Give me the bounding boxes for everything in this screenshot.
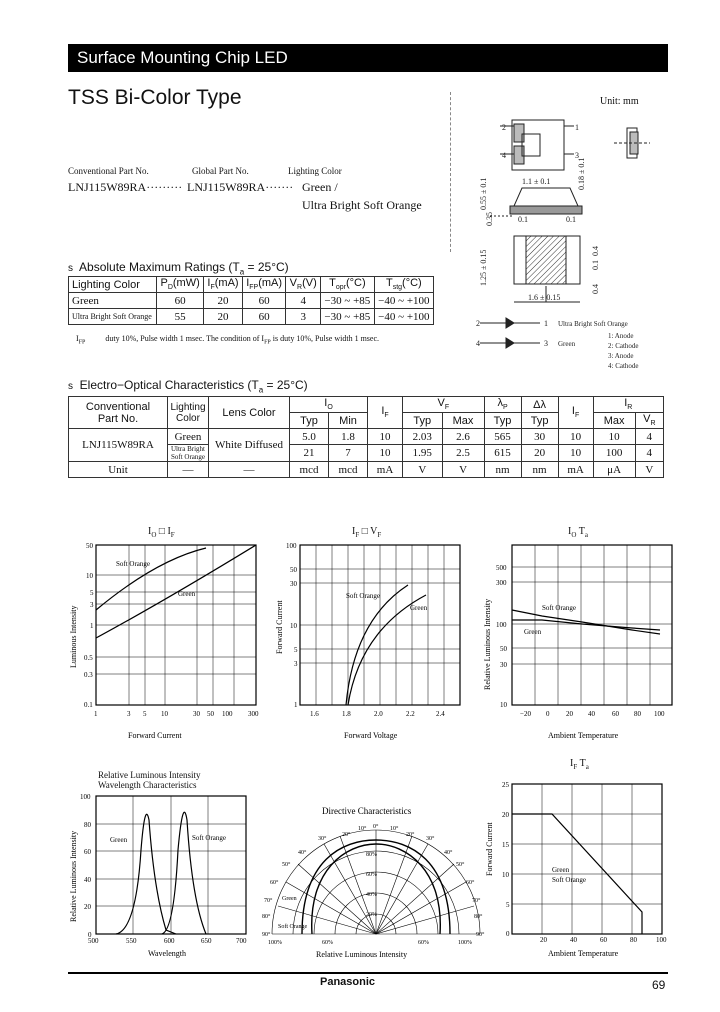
svg-text:25: 25 [502, 781, 509, 789]
section-banner: Surface Mounting Chip LED [68, 44, 668, 72]
svg-text:0.1: 0.1 [591, 260, 600, 270]
svg-text:Forward Current: Forward Current [485, 822, 494, 876]
svg-text:100: 100 [496, 621, 507, 629]
svg-text:1: Anode: 1: Anode [608, 332, 634, 340]
part-color-1: Green / [302, 180, 338, 194]
svg-text:Green: Green [282, 896, 297, 902]
abs-max-title: s Absolute Maximum Ratings $(T_a = 25^\circ C)$ [68, 260, 289, 277]
svg-text:1: 1 [544, 319, 548, 328]
svg-text:0: 0 [546, 710, 550, 718]
svg-text:2.2: 2.2 [406, 710, 415, 718]
svg-text:100: 100 [654, 710, 665, 718]
svg-text:50°: 50° [456, 862, 465, 868]
svg-text:20°: 20° [342, 832, 351, 838]
svg-text:0.55 ± 0.1: 0.55 ± 0.1 [479, 177, 488, 210]
svg-text:100%: 100% [458, 940, 472, 946]
svg-text:1.6: 1.6 [310, 710, 319, 718]
svg-text:0.4: 0.4 [591, 284, 600, 294]
svg-text:600: 600 [164, 937, 175, 945]
svg-text:Relative Luminous Intensity: Relative Luminous Intensity [316, 950, 408, 959]
svg-text:Ultra Bright Soft Orange: Ultra Bright Soft Orange [558, 320, 628, 328]
svg-text:Luminous Intensity: Luminous Intensity [69, 605, 78, 668]
svg-text:Green: Green [552, 866, 570, 874]
svg-text:0.35: 0.35 [485, 212, 494, 226]
svg-text:30°: 30° [426, 836, 435, 842]
brand-logo: Panasonic [320, 976, 376, 988]
svg-text:Soft Orange: Soft Orange [542, 604, 577, 612]
svg-text:100%: 100% [268, 940, 282, 946]
svg-text:40°: 40° [444, 850, 453, 856]
svg-text:100: 100 [286, 542, 297, 550]
svg-text:Wavelength: Wavelength [148, 949, 187, 958]
svg-text:60: 60 [600, 936, 607, 944]
svg-text:Soft Orange: Soft Orange [278, 924, 308, 930]
svg-text:Forward Current: Forward Current [275, 600, 284, 654]
ratings-row: Green 60 20 60 4 −30 ~ +85 −40 ~ +100 [69, 293, 434, 309]
svg-text:3: 3 [544, 339, 548, 348]
chart4-title: Relative Luminous Intensity Wavelength Characteristics [98, 770, 201, 790]
svg-text:500: 500 [88, 937, 99, 945]
chart2 [270, 540, 470, 745]
chart6-title: $I_F$ $T_a$ [570, 758, 589, 771]
unit-label: Unit: mm [600, 96, 639, 107]
part-color-2: Ultra Bright Soft Orange [302, 198, 422, 212]
svg-text:40: 40 [84, 876, 91, 884]
svg-text:30: 30 [193, 710, 200, 718]
svg-text:1.1 ± 0.1: 1.1 ± 0.1 [522, 177, 551, 186]
chart1 [66, 540, 266, 745]
svg-text:Ambient Temperature: Ambient Temperature [548, 731, 619, 740]
svg-text:20: 20 [540, 936, 547, 944]
ratings-footnote: $I_{FP}$ duty 10%, Pulse width 1 msec. The condition of $I_{FP}$ is duty 10%, Pulse width 1 msec. [76, 334, 379, 346]
part-header-color: Lighting Color [288, 166, 342, 176]
svg-text:0.18 ± 0.1: 0.18 ± 0.1 [577, 157, 586, 190]
svg-text:650: 650 [201, 937, 212, 945]
svg-text:20°: 20° [406, 832, 415, 838]
svg-text:3: 3 [90, 601, 94, 609]
chart2-title: $I_F$ □ $V_F$ [352, 526, 382, 539]
svg-text:Ambient Temperature: Ambient Temperature [548, 949, 619, 958]
svg-text:80°: 80° [262, 914, 271, 920]
eo-unit-row: Unit — — mcd mcd mA V V nm nm mA μA V [69, 462, 664, 478]
svg-text:5: 5 [506, 901, 510, 909]
svg-text:550: 550 [126, 937, 137, 945]
pin-2: 2 [502, 123, 506, 132]
svg-text:Soft Orange: Soft Orange [552, 876, 587, 884]
pin-4: 4 [502, 151, 506, 160]
eo-row: Ultra Bright Soft Orange 21 7 10 1.95 2.5 615 20 10 100 4 [69, 445, 664, 462]
svg-text:0.1: 0.1 [566, 215, 576, 224]
svg-text:3: 3 [127, 710, 131, 718]
svg-text:0.3: 0.3 [84, 671, 93, 679]
svg-text:Forward Current: Forward Current [128, 731, 182, 740]
eo-table: Conventional Part No. Lighting Color Lens Color $I_O$ $I_F$ $V_F$ $\lambda_P$ Δλ $I_F$ $I_R$ Typ Min Typ Max Typ Typ Max $V_R$ LNJ115W89RA Green White Diffused 5.0 1.8 10 2.03 2.6 565 30 10 10 4 Ultra Bright Soft Orange 21 7 10 1.95 2.5 615 20 10 100 4 Unit — — mcd mcd mA V V nm nm mA μA V [68, 396, 664, 478]
svg-text:−20: −20 [520, 710, 531, 718]
svg-text:80°: 80° [474, 914, 483, 920]
chart3-title: $I_O$ $T_a$ [568, 526, 588, 539]
chart1-title: $I_O$ □ $I_F$ [148, 526, 175, 539]
svg-text:2.0: 2.0 [374, 710, 383, 718]
svg-text:10: 10 [86, 572, 93, 580]
svg-text:40°: 40° [298, 850, 307, 856]
svg-text:50°: 50° [282, 862, 291, 868]
chart4 [66, 790, 266, 960]
svg-text:10°: 10° [390, 826, 399, 832]
svg-text:Soft Orange: Soft Orange [192, 834, 227, 842]
ratings-row: Ultra Bright Soft Orange 55 20 60 3 −30 ~ +85 −40 ~ +100 [69, 309, 434, 325]
svg-text:100: 100 [80, 793, 91, 801]
svg-text:Relative Luminous Intensity: Relative Luminous Intensity [69, 830, 78, 922]
page-title: TSS Bi-Color Type [68, 86, 242, 109]
package-drawing [470, 110, 670, 375]
page-number: 69 [652, 978, 666, 992]
svg-text:10: 10 [500, 701, 507, 709]
svg-text:4: Cathode: 4: Cathode [608, 362, 639, 370]
svg-text:20%: 20% [366, 912, 377, 918]
svg-text:10°: 10° [358, 826, 367, 832]
svg-text:30: 30 [500, 661, 507, 669]
svg-text:1.25 ± 0.15: 1.25 ± 0.15 [479, 249, 488, 286]
svg-text:0.1: 0.1 [518, 215, 528, 224]
svg-text:700: 700 [236, 937, 247, 945]
svg-text:1: 1 [294, 701, 298, 709]
svg-text:40: 40 [570, 936, 577, 944]
svg-text:Soft Orange: Soft Orange [116, 560, 151, 568]
svg-text:4: 4 [476, 339, 480, 348]
svg-text:30°: 30° [318, 836, 327, 842]
svg-text:60°: 60° [270, 880, 279, 886]
svg-text:60: 60 [612, 710, 619, 718]
svg-text:15: 15 [502, 841, 509, 849]
svg-text:1: 1 [94, 710, 98, 718]
svg-text:80: 80 [634, 710, 641, 718]
svg-text:10: 10 [502, 871, 509, 879]
svg-text:Forward Voltage: Forward Voltage [344, 731, 398, 740]
chart5 [262, 800, 492, 965]
footer-rule [68, 972, 668, 974]
svg-text:50: 50 [290, 566, 297, 574]
svg-text:Green: Green [410, 604, 428, 612]
svg-text:500: 500 [496, 564, 507, 572]
svg-text:2: Cathode: 2: Cathode [608, 342, 639, 350]
svg-text:0: 0 [506, 930, 510, 938]
svg-text:Soft Orange: Soft Orange [346, 592, 381, 600]
svg-text:60%: 60% [366, 872, 377, 878]
eo-row: LNJ115W89RA Green White Diffused 5.0 1.8 10 2.03 2.6 565 30 10 10 4 [69, 429, 664, 445]
svg-text:0.1: 0.1 [84, 701, 93, 709]
pin-1: 1 [575, 123, 579, 132]
svg-text:20: 20 [566, 710, 573, 718]
svg-text:100: 100 [222, 710, 233, 718]
svg-text:0°: 0° [373, 824, 379, 830]
svg-text:5: 5 [294, 646, 298, 654]
ratings-table: Lighting Color $P_D(mW)$ $I_F(mA)$ $I_{FP}(mA)$ $V_R(V)$ $T_{opr}(^\circ C)$ $T_{stg}(^\circ C)$ Green 60 20 60 4 −30 ~ +85 −40 ~ +100 Ultra Bright Soft Orange 55 20 60 3 −30 ~ +85 −40 ~ +100 [68, 276, 434, 325]
part-global: LNJ115W89RA······· [187, 180, 294, 194]
svg-text:100: 100 [656, 936, 667, 944]
svg-text:60°: 60° [466, 880, 475, 886]
svg-text:10: 10 [161, 710, 168, 718]
svg-text:80%: 80% [366, 852, 377, 858]
divider [450, 92, 451, 252]
svg-text:2.4: 2.4 [436, 710, 445, 718]
svg-text:1.8: 1.8 [342, 710, 351, 718]
svg-text:90°: 90° [262, 932, 271, 938]
svg-text:70°: 70° [472, 898, 481, 904]
svg-text:40%: 40% [366, 892, 377, 898]
svg-text:1: 1 [90, 622, 94, 630]
svg-text:40: 40 [588, 710, 595, 718]
svg-text:80: 80 [630, 936, 637, 944]
part-header-conv: Conventional Part No. [68, 166, 149, 176]
svg-text:20: 20 [502, 811, 509, 819]
svg-text:90°: 90° [476, 932, 485, 938]
svg-text:20: 20 [84, 903, 91, 911]
svg-text:80: 80 [84, 821, 91, 829]
svg-text:Green: Green [524, 628, 542, 636]
svg-text:5: 5 [143, 710, 147, 718]
chart3 [482, 540, 682, 745]
svg-text:60%: 60% [322, 940, 333, 946]
svg-text:1.6 ± 0.15: 1.6 ± 0.15 [528, 293, 561, 302]
svg-text:Green: Green [178, 590, 196, 598]
eo-title: s Electro−Optical Characteristics $(T_a = 25^\circ C)$ [68, 378, 308, 395]
svg-text:5: 5 [90, 589, 94, 597]
svg-text:70°: 70° [264, 898, 273, 904]
svg-text:2: 2 [476, 319, 480, 328]
svg-text:Green: Green [110, 836, 128, 844]
svg-text:Directive Characteristics: Directive Characteristics [322, 806, 412, 816]
svg-text:300: 300 [248, 710, 259, 718]
svg-text:50: 50 [207, 710, 214, 718]
svg-text:300: 300 [496, 579, 507, 587]
svg-text:Green: Green [558, 340, 576, 348]
svg-text:3: Anode: 3: Anode [608, 352, 634, 360]
svg-text:3: 3 [294, 660, 298, 668]
part-header-global: Global Part No. [192, 166, 249, 176]
svg-text:0: 0 [88, 931, 92, 939]
svg-text:0.5: 0.5 [84, 654, 93, 662]
svg-text:50: 50 [86, 542, 93, 550]
svg-text:50: 50 [500, 645, 507, 653]
chart6 [482, 776, 682, 961]
pin-3: 3 [575, 151, 579, 160]
svg-text:Relative Luminous Intensity: Relative Luminous Intensity [483, 598, 492, 690]
svg-text:60%: 60% [418, 940, 429, 946]
svg-text:10: 10 [290, 622, 297, 630]
svg-text:0.4: 0.4 [591, 246, 600, 256]
svg-text:60: 60 [84, 848, 91, 856]
svg-text:30: 30 [290, 580, 297, 588]
part-conv: LNJ115W89RA········· [68, 180, 183, 194]
